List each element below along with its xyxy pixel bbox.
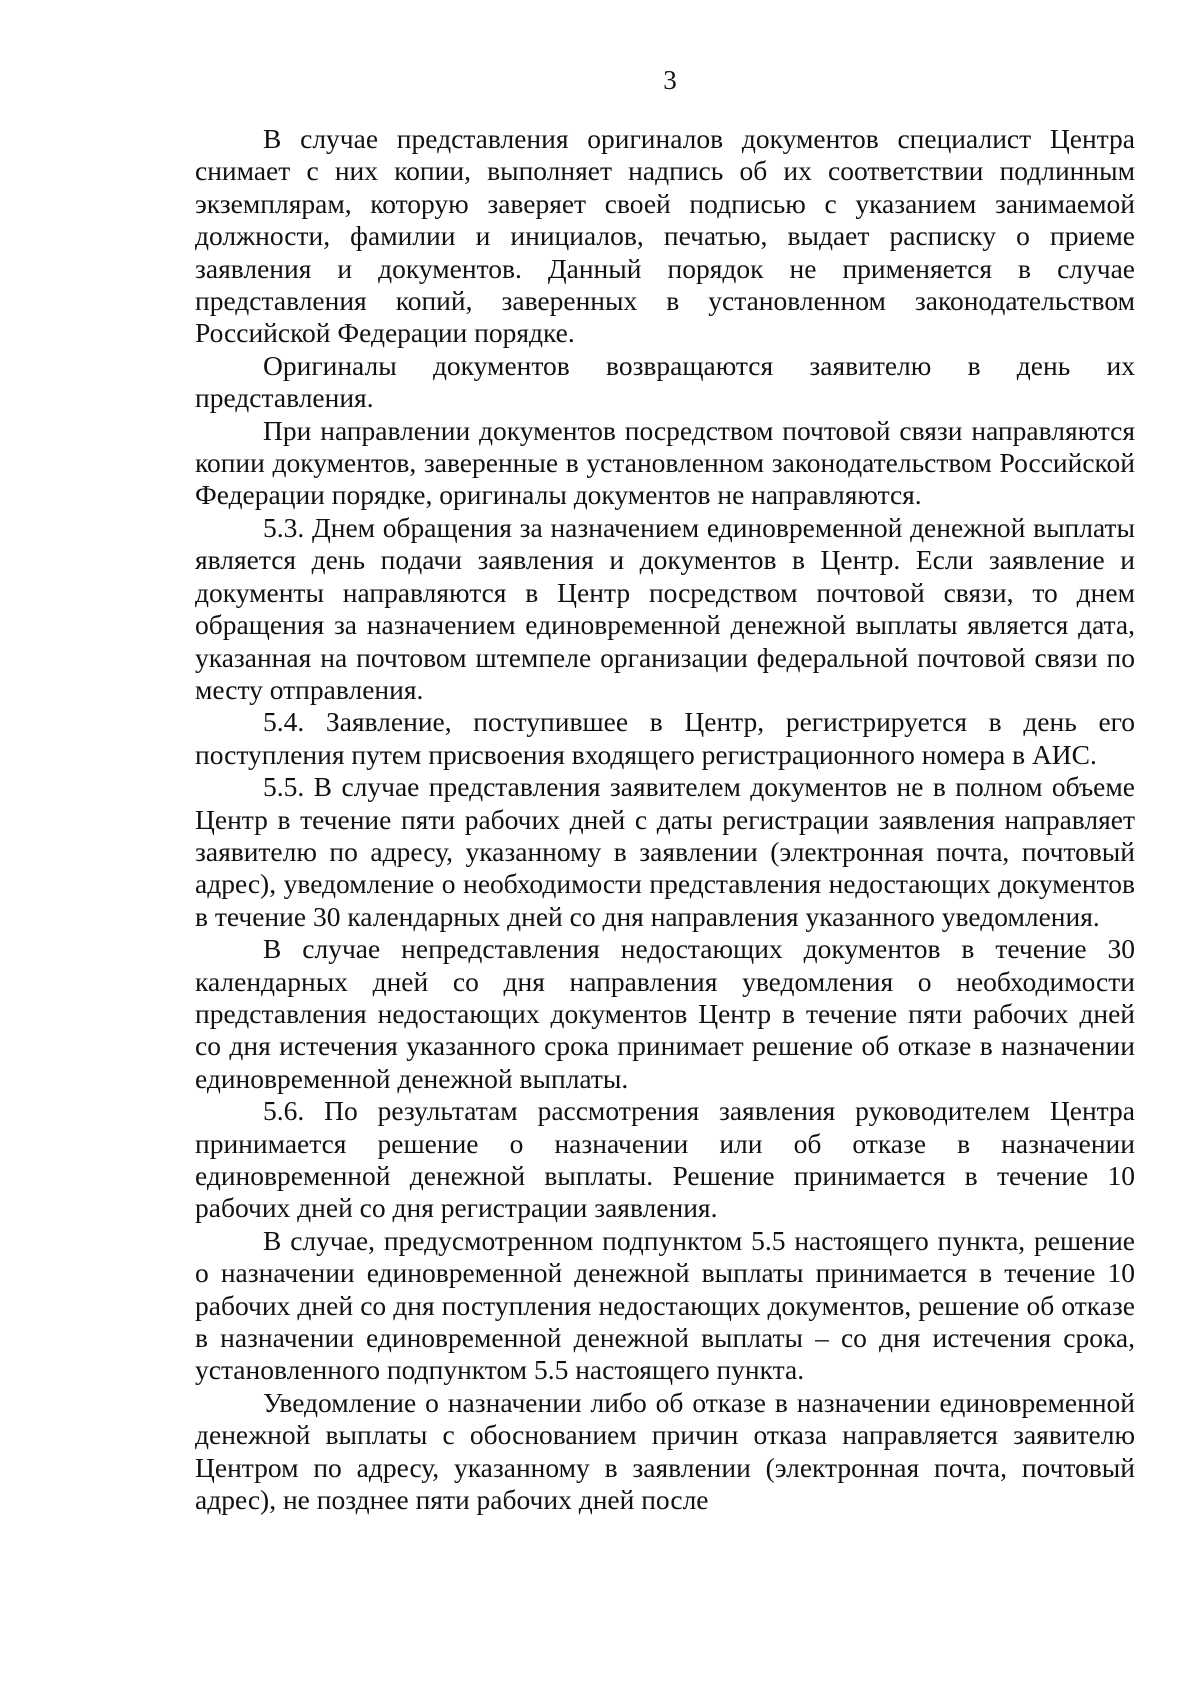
- paragraph-missing-documents: В случае непредставления недостающих документов в течение 30 календарных дней со дня направления уведомления о необходимости представления недостающих документов Центр в течение пяти рабочих дней со дня истечения указанного срока принимает решение об отказе в назначении единовременной денежной выплаты.: [195, 933, 1135, 1094]
- paragraph-5-5: 5.5. В случае представления заявителем документов не в полном объеме Центр в течение пяти рабочих дней с даты регистрации заявления направляет заявителю по адресу, указанному в заявлении (электронная почта, почтовый адрес), уведомление о необходимости представления недостающих документов в течение 30 календарных дней со дня направления указанного уведомления.: [195, 771, 1135, 932]
- paragraph-decision-deadline: В случае, предусмотренном подпунктом 5.5 настоящего пункта, решение о назначении единовременной денежной выплаты принимается в течение 10 рабочих дней со дня поступления недостающих документов, решение об отказе в назначении единовременной денежной выплаты – со дня истечения срока, установленного подпунктом 5.5 настоящего пункта.: [195, 1224, 1135, 1386]
- page-number: 3: [663, 65, 677, 95]
- paragraph-originals: В случае представления оригиналов документов специалист Центра снимает с них копии, выполняет надпись об их соответствии подлинным экземплярам, которую заверяет своей подписью с указанием занимаемой должности, фамилии и инициалов, печатью, выдает расписку о приеме заявления и документов. Данный порядок не применяется в случае представления копий, заверенных в установленном законодательством Российской Федерации порядке.: [195, 123, 1135, 349]
- paragraph-5-3: 5.3. Днем обращения за назначением единовременной денежной выплаты является день подачи заявления и документов в Центр. Если заявление и документы направляются в Центр посредством почтовой связи, то днем обращения за назначением единовременной денежной выплаты является дата, указанная на почтовом штемпеле организации федеральной почтовой связи по месту отправления.: [195, 511, 1135, 705]
- paragraph-postal: При направлении документов посредством почтовой связи направляются копии документов, заверенные в установленном законодательством Российской Федерации порядке, оригиналы документов не направляются.: [195, 414, 1135, 511]
- document-body: [195, 123, 1135, 1516]
- paragraph-notification: Уведомление о назначении либо об отказе в назначении единовременной денежной выплаты с обоснованием причин отказа направляется заявителю Центром по адресу, указанному в заявлении (электронная почта, почтовый адрес), не позднее пяти рабочих дней после: [195, 1386, 1135, 1516]
- paragraph-5-6: 5.6. По результатам рассмотрения заявления руководителем Центра принимается решение о назначении или об отказе в назначении единовременной денежной выплаты. Решение принимается в течение 10 рабочих дней со дня регистрации заявления.: [195, 1095, 1135, 1224]
- paragraph-5-4: 5.4. Заявление, поступившее в Центр, регистрируется в день его поступления путем присвоения входящего регистрационного номера в АИС.: [195, 706, 1135, 770]
- paragraph-originals-returned: Оригиналы документов возвращаются заявителю в день их представления.: [195, 349, 1135, 414]
